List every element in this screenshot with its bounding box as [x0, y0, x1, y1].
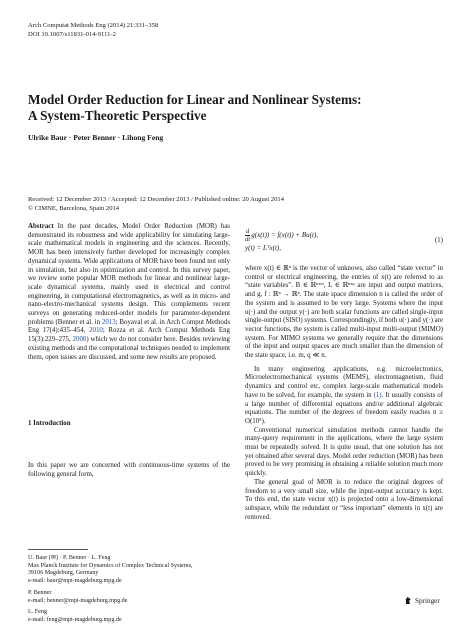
abstract-heading: Abstract [28, 223, 54, 230]
equation-line-1 [245, 228, 318, 243]
equation-line-2: y(t) = Lᵀx(t), [245, 244, 281, 252]
copyright-line: © CIMNE, Barcelona, Spain 2014 [28, 204, 120, 212]
citation-link-benner[interactable]: 2013 [101, 318, 116, 326]
abstract-text-4: ) which we do not consider here. Besides reviewing existing methods and the computational techniques needed to implement them, open issues are discussed, and some new results are proposed. [28, 336, 230, 361]
footnote-address: 39106 Magdeburg, Germany [28, 570, 99, 577]
citation-link-boyaval[interactable]: 2010 [89, 327, 103, 335]
doi: DOI 10.1007/s11831-014-9111-2 [28, 30, 116, 38]
footnote-institute: Max Planck Institute for Dynamics of Complex Technical Systems, [28, 562, 193, 569]
abstract-text-3: ; Rozza et al. Arch Comput Methods Eng 15(3):229–275, [28, 327, 230, 344]
equation-line-1-rest: g(x(t)) = f(x(t)) + Bu(t), [251, 231, 319, 240]
received-line: Received: 12 December 2013 / Accepted: 12 December 2013 / Published online: 20 August 2014 [28, 196, 284, 203]
journal-header [28, 22, 158, 39]
title-line-2: A System-Theoretic Perspective [28, 107, 207, 123]
footnote-baur-email[interactable]: e-mail: baur@mpi-magdeburg.mpg.de [28, 577, 122, 584]
derivative-fraction: $\frac{d}{dt}$ [245, 228, 251, 243]
equation-ref-link[interactable]: (1) [373, 391, 382, 399]
footnote-baur-authors: U. Baur (✉) · P. Benner · L. Feng [28, 555, 111, 561]
publisher-name: Springer [415, 596, 440, 605]
equation-1 [245, 224, 443, 260]
section-heading-introduction: 1 Introduction [28, 420, 71, 427]
footnote-benner [28, 590, 127, 605]
paragraph-state-vector: where x(t) ∈ ℝⁿ is the vector of unknows, also called “state vector” in control or electrical engineering, the entries of x(t) are referred to as “state variables”. B ∈ ℝⁿˣᵐ, L ∈ ℝⁿˣᵠ are input and output matrices, and g, f : ℝⁿ → ℝⁿ. The state space dimension n is called the order of the system and is assumed to be very large. Systems where the input u(·) and the output y(·) are both scalar functions are called single-input single-output (SISO) systems. Correspondingly, if both u(·) and y(·) are vector functions, the system is called multi-input multi-output (MIMO) system. For MIMO systems we generally require that the dimensions of the input and output spaces are much smaller than the dimension of the state space, i.e. m, q ≪ n. [245, 265, 444, 360]
title-line-1: Model Order Reduction for Linear and Nonlinear Systems: [28, 92, 362, 107]
intro-paragraph: In this paper we are concerned with continuous-time systems of the following general form, [28, 462, 230, 478]
right-column-text [245, 265, 443, 522]
footnote-benner-email[interactable]: e-mail: benner@mpi-magdeburg.mpg.de [28, 597, 128, 604]
journal-citation: Arch Computat Methods Eng (2014) 21:331–358 [28, 22, 159, 29]
paragraph-simulation: Conventional numerical simulation methods cannot handle the many-query requirement in the applications, where the large system must be repeatedly solved. It is quite usual, that one solution has not yet obtained after several days. Model order reduction (MOR) has been proved to be very promising in obtaining a reliable solution much more quickly. [245, 426, 443, 478]
springer-horse-icon [404, 596, 412, 605]
footnote-feng [28, 609, 122, 624]
abstract [28, 223, 230, 362]
footnote-feng-email[interactable]: e-mail: feng@mpi-magdeburg.mpg.de [28, 616, 122, 623]
footnote-feng-name: L. Feng [28, 609, 47, 615]
paragraph-mor-goal: The general goal of MOR is to reduce the original degrees of freedom to a very small size, while the input-output accuracy is kept. To this end, the state vector x(t) is projected onto a low-dimensional subspace, while the redundant or “less important” elements in x(t) are removed. [245, 478, 443, 521]
abstract-text-2: ; Boyaval et al. in Arch Comput Methods Eng 17(4):435–454, [28, 318, 230, 335]
authors: Ulrike Baur · Peter Benner · Lihong Feng [28, 133, 164, 142]
publisher-logo [404, 596, 440, 605]
abstract-text-1: In the past decades, Model Order Reduction (MOR) has demonstrated its robustness and wide applicability for simulating large-scale mathematical models in engineering and the sciences. Recently, MOR has been intensively further developed for increasingly complex dynamical systems. Wide applications of MOR have been found not only in simulation, but also in optimization and control. In this survey paper, we review some popular MOR methods for linear and nonlinear large-scale dynamical systems, mainly used in electrical and control engineering, in computational electromagnetics, as well as in micro- and nano-electro-mechanical systems design. This complements recent surveys on generating reduced-order models for parameter-dependent problems (Benner et al. in [28, 223, 230, 326]
publication-dates [28, 196, 284, 213]
footnote-rule [28, 549, 88, 550]
footnote-baur [28, 555, 192, 585]
equation-number: (1) [434, 236, 443, 244]
paper-title [28, 92, 448, 123]
citation-link-rozza[interactable]: 2008 [72, 336, 87, 344]
footnote-benner-name: P. Benner [28, 590, 52, 596]
paragraph-applications: In many engineering applications, e.g. microelectronics, Microelectromechanical systems (MEMS), electromagnetism, fluid dynamics and control etc, complex large-scale mathematical models have to be solved, for example, the system in (1). It usually consists of a large number of differential equations and/or additional algebraic equations. The number of the degrees of freedom easily reaches n ≥ O(10⁵). [245, 365, 443, 425]
